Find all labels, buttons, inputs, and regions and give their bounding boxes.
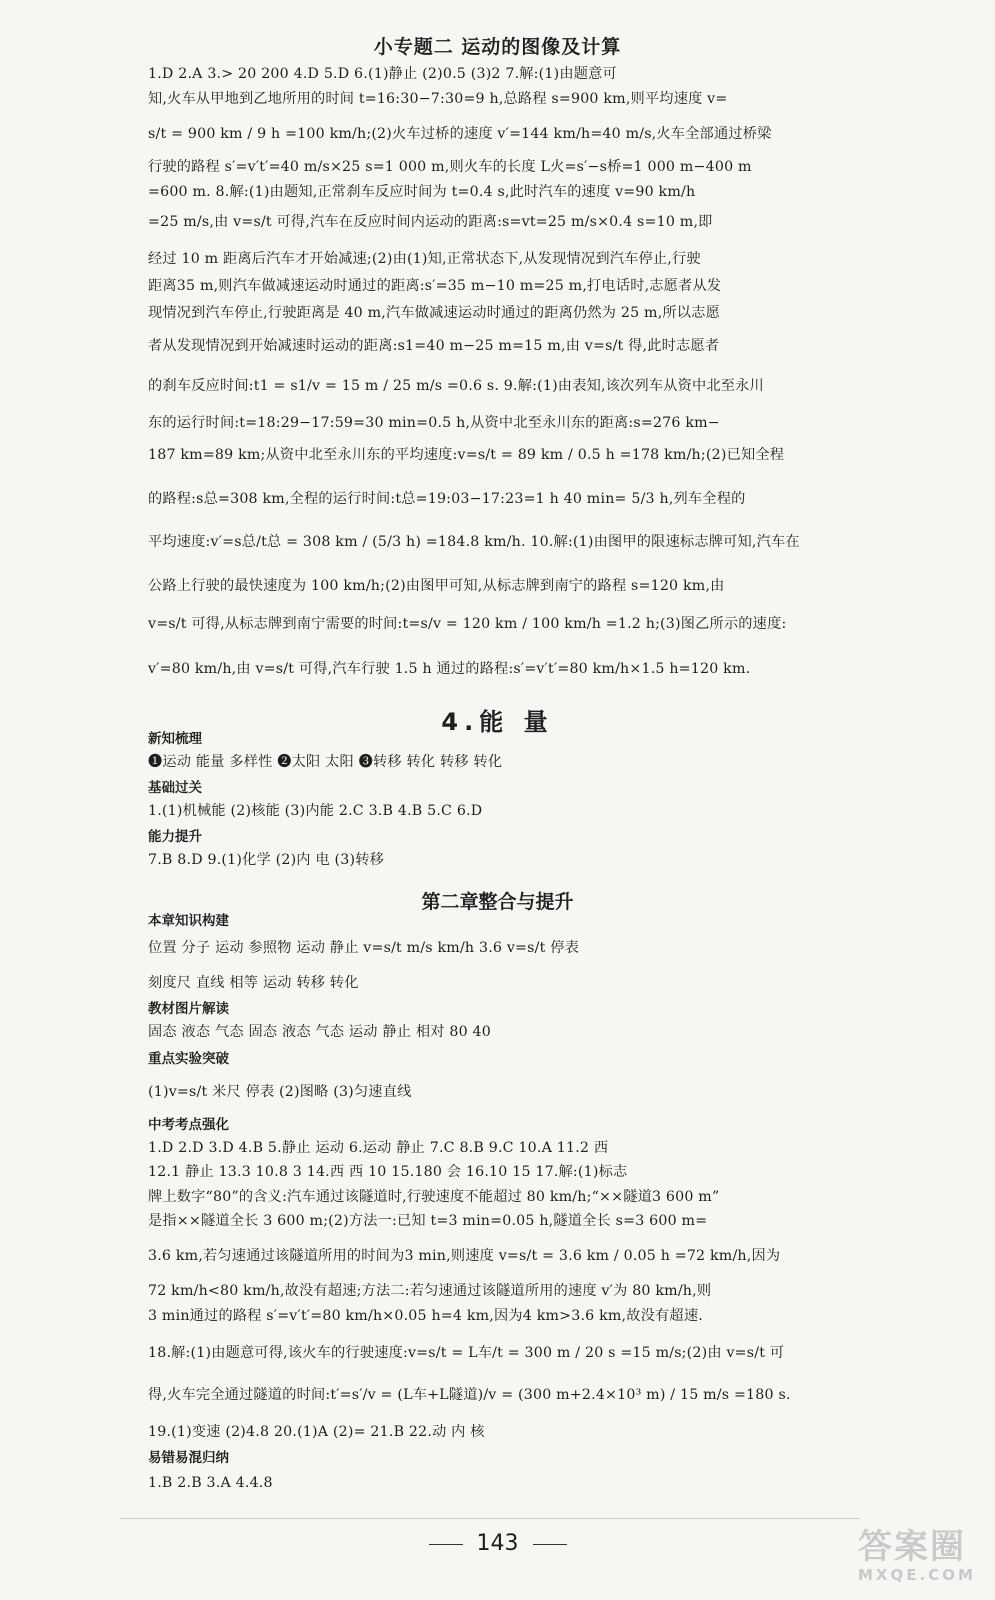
text-line: 1.D 2.A 3.> 20 200 4.D 5.D 6.(1)静止 (2)0.5 (3)2 7.解:(1)由题意可 — [148, 66, 617, 82]
text-line: 12.1 静止 13.3 10.8 3 14.西 西 10 15.180 会 16.10 15 17.解:(1)标志 — [148, 1164, 628, 1180]
text-line: 牌上数字“80”的含义:汽车通过该隧道时,行驶速度不能超过 80 km/h;“××隧道3 600 m” — [148, 1189, 720, 1205]
section-title-energy: 4.能 量 — [441, 708, 554, 736]
subheading: 基础过关 — [148, 780, 202, 796]
section-title-motion: 小专题二 运动的图像及计算 — [373, 36, 622, 58]
text-line: v′=80 km/h,由 v=s/t 可得,汽车行驶 1.5 h 通过的路程:s′=v′t′=80 km/h×1.5 h=120 km. — [148, 661, 751, 677]
subheading: 易错易混归纳 — [148, 1450, 229, 1466]
text-line: 18.解:(1)由题意可得,该火车的行驶速度:v=s/t = L车/t = 300 m / 20 s =15 m/s;(2)由 v=s/t 可 — [148, 1345, 785, 1361]
watermark-logo — [858, 1528, 978, 1590]
text-line: 平均速度:v′=s总/t总 = 308 km / (5/3 h) =184.8 km/h. 10.解:(1)由图甲的限速标志牌可知,汽车在 — [148, 534, 800, 550]
text-line: s/t = 900 km / 9 h =100 km/h;(2)火车过桥的速度 v′=144 km/h=40 m/s,火车全部通过桥梁 — [148, 126, 772, 142]
subheading: 本章知识构建 — [148, 913, 229, 929]
text-line: 3 min通过的路程 s′=v′t′=80 km/h×0.05 h=4 km,因为4 km>3.6 km,故没有超速. — [148, 1308, 703, 1324]
subheading: 教材图片解读 — [148, 1001, 229, 1017]
dash-right — [533, 1544, 567, 1545]
text-line: v=s/t 可得,从标志牌到南宁需要的时间:t=s/v = 120 km / 100 km/h =1.2 h;(3)图乙所示的速度: — [148, 616, 787, 632]
text-line: 东的运行时间:t=18:29−17:59=30 min=0.5 h,从资中北至永川东的距离:s=276 km− — [148, 415, 720, 431]
text-line: 的刹车反应时间:t1 = s1/v = 15 m / 25 m/s =0.6 s. 9.解:(1)由表知,该次列车从资中北至永川 — [148, 378, 764, 394]
text-line: 187 km=89 km;从资中北至永川东的平均速度:v=s/t = 89 km / 0.5 h =178 km/h;(2)已知全程 — [148, 447, 785, 463]
text-line: 者从发现情况到开始减速时运动的距离:s1=40 m−25 m=15 m,由 v=s/t 得,此时志愿者 — [148, 338, 720, 354]
subheading: 重点实验突破 — [148, 1051, 229, 1067]
text-line: 7.B 8.D 9.(1)化学 (2)内 电 (3)转移 — [148, 852, 384, 868]
watermark-sub: MXQE.COM — [858, 1566, 976, 1584]
subheading: 中考考点强化 — [148, 1117, 229, 1133]
text-line: 知,火车从甲地到乙地所用的时间 t=16:30−7:30=9 h,总路程 s=900 km,则平均速度 v= — [148, 91, 728, 107]
section-title-chapter-review: 第二章整合与提升 — [421, 891, 574, 913]
text-line: 1.B 2.B 3.A 4.4.8 — [148, 1475, 273, 1491]
text-line: =25 m/s,由 v=s/t 可得,汽车在反应时间内运动的距离:s=vt=25 m/s×0.4 s=10 m,即 — [148, 214, 713, 230]
text-line: =600 m. 8.解:(1)由题知,正常刹车反应时间为 t=0.4 s,此时汽车的速度 v=90 km/h — [148, 184, 696, 200]
text-line: 得,火车完全通过隧道的时间:t′=s′/v = (L车+L隧道)/v = (300 m+2.4×10³ m) / 15 m/s =180 s. — [148, 1387, 791, 1403]
text-line: 是指××隧道全长 3 600 m;(2)方法一:已知 t=3 min=0.05 h,隧道全长 s=3 600 m= — [148, 1213, 708, 1229]
text-line: ❶运动 能量 多样性 ❷太阳 太阳 ❸转移 转化 转移 转化 — [148, 754, 503, 770]
page-number — [0, 1531, 995, 1556]
text-line: 行驶的路程 s′=v′t′=40 m/s×25 s=1 000 m,则火车的长度 L火=s′−s桥=1 000 m−400 m — [148, 159, 752, 175]
text-line: 的路程:s总=308 km,全程的运行时间:t总=19:03−17:23=1 h 40 min= 5/3 h,列车全程的 — [148, 491, 746, 507]
text-line: (1)v=s/t 米尺 停表 (2)图略 (3)匀速直线 — [148, 1084, 412, 1100]
text-line: 1.D 2.D 3.D 4.B 5.静止 运动 6.运动 静止 7.C 8.B 9.C 10.A 11.2 西 — [148, 1140, 609, 1156]
text-line: 3.6 km,若匀速通过该隧道所用的时间为3 min,则速度 v=s/t = 3.6 km / 0.05 h =72 km/h,因为 — [148, 1248, 781, 1264]
text-line: 19.(1)变速 (2)4.8 20.(1)A (2)= 21.B 22.动 内 核 — [148, 1424, 485, 1440]
subheading: 新知梳理 — [148, 731, 202, 747]
text-line: 现情况到汽车停止,行驶距离是 40 m,汽车做减速运动时通过的距离仍然为 25 m,所以志愿 — [148, 305, 720, 321]
watermark-main: 答案圈 — [858, 1527, 966, 1567]
text-line: 距离35 m,则汽车做减速运动时通过的距离:s′=35 m−10 m=25 m,打电话时,志愿者从发 — [148, 278, 722, 294]
dash-left — [429, 1544, 463, 1545]
text-line: 固态 液态 气态 固态 液态 气态 运动 静止 相对 80 40 — [148, 1024, 491, 1040]
text-line: 1.(1)机械能 (2)核能 (3)内能 2.C 3.B 4.B 5.C 6.D — [148, 803, 483, 819]
subheading: 能力提升 — [148, 829, 202, 845]
text-line: 经过 10 m 距离后汽车才开始减速;(2)由(1)知,正常状态下,从发现情况到汽车停止,行驶 — [148, 251, 701, 267]
footer-divider — [120, 1518, 860, 1519]
page-number-text: 143 — [476, 1531, 519, 1556]
text-line: 公路上行驶的最快速度为 100 km/h;(2)由图甲可知,从标志牌到南宁的路程 s=120 km,由 — [148, 578, 725, 594]
text-line: 位置 分子 运动 参照物 运动 静止 v=s/t m/s km/h 3.6 v=s/t 停表 — [148, 940, 579, 956]
text-line: 72 km/h<80 km/h,故没有超速;方法二:若匀速通过该隧道所用的速度 v′为 80 km/h,则 — [148, 1283, 712, 1299]
text-line: 刻度尺 直线 相等 运动 转移 转化 — [148, 975, 359, 991]
